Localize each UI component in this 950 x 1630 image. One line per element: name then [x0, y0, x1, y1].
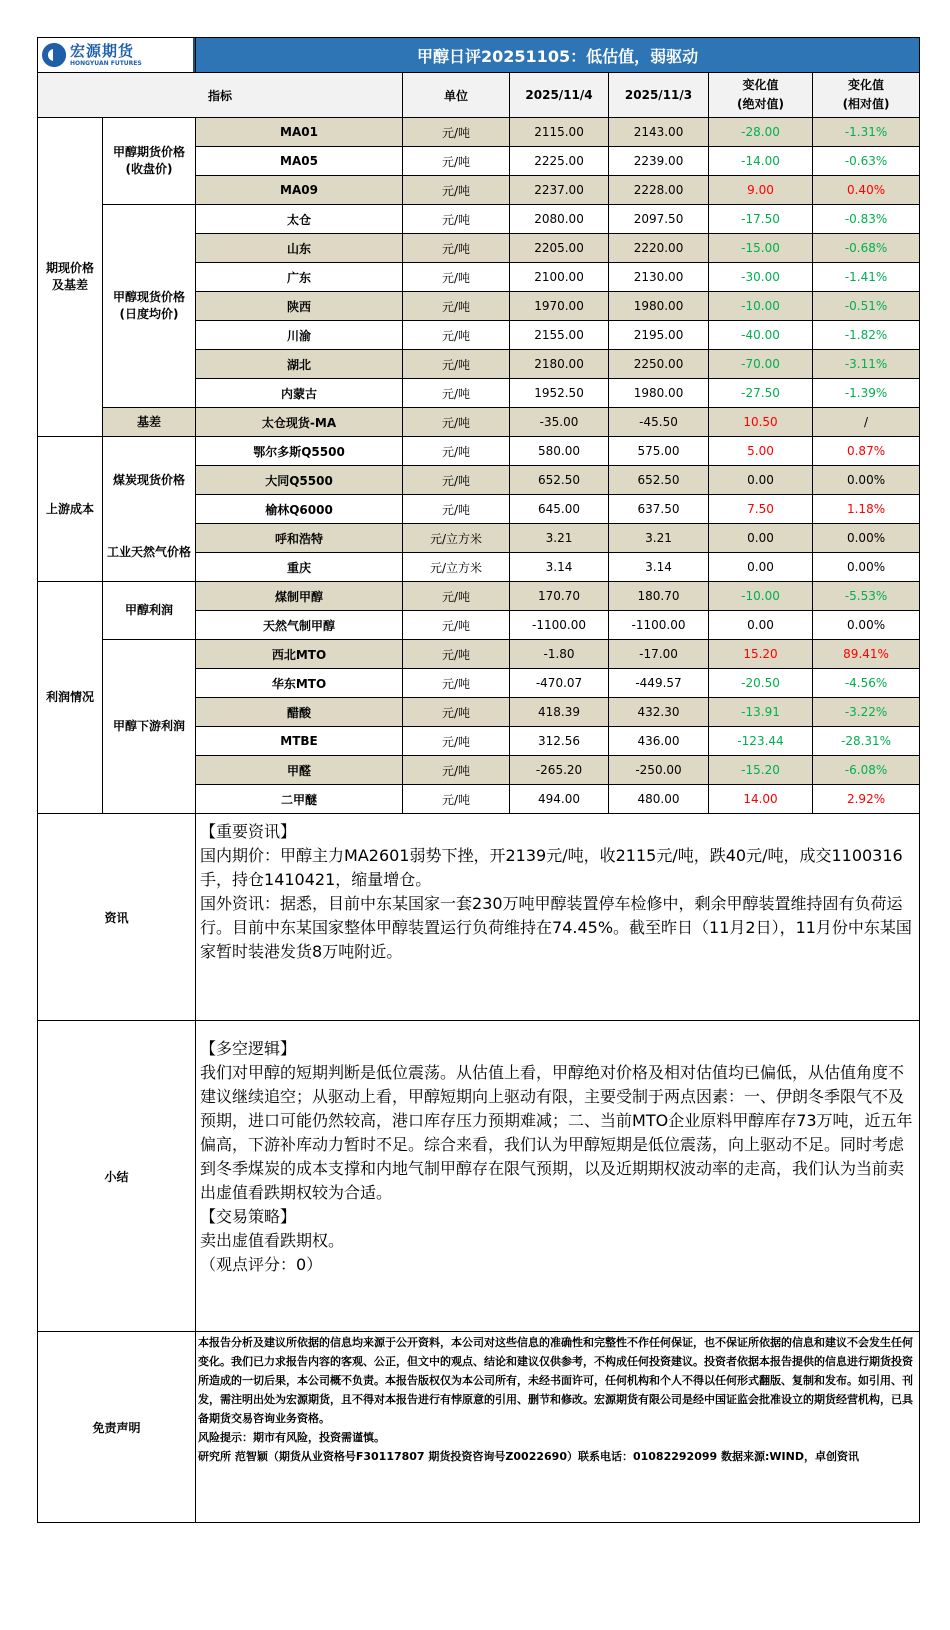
row-v1: 2115.00 — [510, 118, 609, 147]
row-name: 广东 — [196, 263, 403, 292]
news-heading: 【重要资讯】 — [200, 822, 297, 841]
table-row — [38, 118, 920, 147]
row-name: 呼和浩特 — [196, 524, 403, 553]
row-abs: -40.00 — [709, 321, 813, 350]
row-abs: -27.50 — [709, 379, 813, 408]
row-v1: 2237.00 — [510, 176, 609, 205]
row-v1: 1970.00 — [510, 292, 609, 321]
row-unit: 元/吨 — [403, 495, 510, 524]
row-v1: 418.39 — [510, 698, 609, 727]
row-abs: -28.00 — [709, 118, 813, 147]
table-row — [38, 205, 920, 234]
row-v2: 3.21 — [609, 524, 709, 553]
row-abs: -15.20 — [709, 756, 813, 785]
row-v1: 2155.00 — [510, 321, 609, 350]
row-v1: 494.00 — [510, 785, 609, 814]
row-rel: -0.51% — [813, 292, 920, 321]
row-rel: -3.11% — [813, 350, 920, 379]
row-abs: -70.00 — [709, 350, 813, 379]
row-rel: 0.00% — [813, 611, 920, 640]
row-name: MA05 — [196, 147, 403, 176]
col-date2: 2025/11/3 — [609, 73, 709, 118]
row-name: 重庆 — [196, 553, 403, 582]
report-page — [37, 37, 919, 1523]
row-v2: -17.00 — [609, 640, 709, 669]
row-v2: 2130.00 — [609, 263, 709, 292]
row-rel: -0.83% — [813, 205, 920, 234]
row-abs: -17.50 — [709, 205, 813, 234]
strategy-text: 卖出虚值看跌期权。 — [200, 1231, 345, 1250]
row-rel: -1.41% — [813, 263, 920, 292]
row-v1: -1100.00 — [510, 611, 609, 640]
disclaimer-label: 免责声明 — [38, 1332, 196, 1523]
row-unit: 元/吨 — [403, 379, 510, 408]
title-row — [38, 38, 920, 73]
row-rel: -3.22% — [813, 698, 920, 727]
row-v2: 637.50 — [609, 495, 709, 524]
row-abs: -123.44 — [709, 727, 813, 756]
row-abs: 9.00 — [709, 176, 813, 205]
row-v1: -265.20 — [510, 756, 609, 785]
row-name: 太仓 — [196, 205, 403, 234]
col-rel-change: 变化值 (相对值) — [813, 73, 920, 118]
row-v2: 180.70 — [609, 582, 709, 611]
row-rel: -1.31% — [813, 118, 920, 147]
section-label: 利润情况 — [38, 582, 103, 814]
row-v2: 2097.50 — [609, 205, 709, 234]
row-abs: 15.20 — [709, 640, 813, 669]
row-unit: 元/吨 — [403, 321, 510, 350]
row-abs: -15.00 — [709, 234, 813, 263]
row-name: 华东MTO — [196, 669, 403, 698]
group-label: 甲醇利润 — [103, 582, 196, 640]
row-v2: 3.14 — [609, 553, 709, 582]
row-abs: 14.00 — [709, 785, 813, 814]
news-label: 资讯 — [38, 814, 196, 1021]
col-unit: 单位 — [403, 73, 510, 118]
row-rel: 1.18% — [813, 495, 920, 524]
row-name: 陕西 — [196, 292, 403, 321]
row-abs: -13.91 — [709, 698, 813, 727]
row-v2: -1100.00 — [609, 611, 709, 640]
news-content — [196, 814, 920, 1021]
row-name: 天然气制甲醇 — [196, 611, 403, 640]
news-row — [38, 814, 920, 1021]
row-v1: 2080.00 — [510, 205, 609, 234]
row-unit: 元/吨 — [403, 785, 510, 814]
group-label: 基差 — [103, 408, 196, 437]
row-unit: 元/吨 — [403, 727, 510, 756]
row-rel: 0.40% — [813, 176, 920, 205]
row-abs: 0.00 — [709, 466, 813, 495]
row-abs: 5.00 — [709, 437, 813, 466]
row-rel: 89.41% — [813, 640, 920, 669]
disclaimer-row — [38, 1332, 920, 1523]
row-unit: 元/立方米 — [403, 553, 510, 582]
row-name: MA01 — [196, 118, 403, 147]
row-v2: -45.50 — [609, 408, 709, 437]
row-name: 湖北 — [196, 350, 403, 379]
row-v2: 2239.00 — [609, 147, 709, 176]
row-unit: 元/吨 — [403, 234, 510, 263]
logic-text: 我们对甲醇的短期判断是低位震荡。从估值上看，甲醇绝对价格及相对估值均已偏低，从估值角度不建议继续追空；从驱动上看，甲醇短期向上驱动有限，主要受制于两点因素：一、伊朗冬季限气不及预期，进口可能仍然较高，港口库存压力预期难减；二、当前MTO企业原料甲醇库存73万吨，近五年偏高，下游补库动力暂时不足。综合来看，我们认为甲醇短期是低位震荡，向上驱动不足。同时考虑到冬季煤炭的成本支撑和内地气制甲醇存在限气预期，以及近期期权波动率的走高，我们认为当前卖出虚值看跌期权较为合适。 — [200, 1063, 913, 1202]
row-abs: 0.00 — [709, 611, 813, 640]
disclaimer-content — [196, 1332, 920, 1523]
row-abs: 7.50 — [709, 495, 813, 524]
row-rel: -1.39% — [813, 379, 920, 408]
row-v2: 2195.00 — [609, 321, 709, 350]
methanol-table — [37, 37, 920, 1523]
row-rel: -0.68% — [813, 234, 920, 263]
row-rel: 0.00% — [813, 553, 920, 582]
col-indicator: 指标 — [38, 73, 403, 118]
group-label: 甲醇期货价格 (收盘价) — [103, 118, 196, 205]
row-v2: 2250.00 — [609, 350, 709, 379]
row-name: 鄂尔多斯Q5500 — [196, 437, 403, 466]
row-unit: 元/吨 — [403, 350, 510, 379]
row-abs: -10.00 — [709, 292, 813, 321]
report-title: 甲醇日评20251105：低估值，弱驱动 — [196, 38, 920, 73]
row-v2: -250.00 — [609, 756, 709, 785]
row-name: MA09 — [196, 176, 403, 205]
row-unit: 元/吨 — [403, 437, 510, 466]
row-name: 大同Q5500 — [196, 466, 403, 495]
analyst-info: 研究所 范智颖（期货从业资格号F30117807 期货投资咨询号Z0022690）联系电话：01082292099 数据来源:WIND，卓创资讯 — [198, 1450, 859, 1463]
row-name: 醋酸 — [196, 698, 403, 727]
row-v2: 2143.00 — [609, 118, 709, 147]
row-name: 内蒙古 — [196, 379, 403, 408]
row-v1: 312.56 — [510, 727, 609, 756]
table-row — [38, 437, 920, 466]
row-unit: 元/吨 — [403, 698, 510, 727]
header-row — [38, 73, 920, 118]
row-unit: 元/吨 — [403, 263, 510, 292]
row-name: 甲醛 — [196, 756, 403, 785]
row-name: 煤制甲醇 — [196, 582, 403, 611]
row-v1: 645.00 — [510, 495, 609, 524]
news-domestic: 国内期价：甲醇主力MA2601弱势下挫，开2139元/吨，收2115元/吨，跌40元/吨，成交1100316手，持仓1410421，缩量增仓。 — [200, 846, 903, 889]
row-name: 山东 — [196, 234, 403, 263]
section-label: 上游成本 — [38, 437, 103, 582]
row-v1: 2100.00 — [510, 263, 609, 292]
row-v2: 1980.00 — [609, 292, 709, 321]
row-rel: -6.08% — [813, 756, 920, 785]
logo-icon — [42, 43, 66, 67]
news-overseas: 国外资讯：据悉，目前中东某国家一套230万吨甲醇装置停车检修中，剩余甲醇装置维持固有负荷运行。目前中东某国家整体甲醇装置运行负荷维持在74.45%。截至昨日（11月2日），11月份中东某国家暂时装港发货8万吨附近。 — [200, 894, 912, 961]
row-v1: 580.00 — [510, 437, 609, 466]
row-rel: -0.63% — [813, 147, 920, 176]
group-label: 工业天然气价格 — [103, 524, 196, 582]
risk-warning: 风险提示：期市有风险，投资需谨慎。 — [198, 1431, 386, 1444]
disclaimer-text: 本报告分析及建议所依据的信息均来源于公开资料，本公司对这些信息的准确性和完整性不作任何保证，也不保证所依据的信息和建议不会发生任何变化。我们已力求报告内容的客观、公正，但文中的观点、结论和建议仅供参考，不构成任何投资建议。投资者依据本报告提供的信息进行期货投资所造成的一切后果，本公司概不负责。本报告版权仅为本公司所有，未经书面许可，任何机构和个人不得以任何形式翻版、复制和发布。如引用、刊发，需注明出处为宏源期货，且不得对本报告进行有悖原意的引用、删节和修改。宏源期货有限公司是经中国证监会批准设立的期货经营机构，已具备期货交易咨询业务资格。 — [198, 1336, 914, 1425]
row-v1: 2225.00 — [510, 147, 609, 176]
row-unit: 元/吨 — [403, 205, 510, 234]
row-name: 榆林Q6000 — [196, 495, 403, 524]
row-unit: 元/吨 — [403, 176, 510, 205]
row-rel: 0.00% — [813, 466, 920, 495]
row-v1: -35.00 — [510, 408, 609, 437]
row-abs: 0.00 — [709, 524, 813, 553]
table-row — [38, 582, 920, 611]
group-label: 甲醇现货价格 (日度均价) — [103, 205, 196, 408]
row-unit: 元/吨 — [403, 408, 510, 437]
row-unit: 元/吨 — [403, 669, 510, 698]
col-abs-change: 变化值 (绝对值) — [709, 73, 813, 118]
row-v1: -470.07 — [510, 669, 609, 698]
strategy-heading: 【交易策略】 — [200, 1207, 297, 1226]
row-rel: -4.56% — [813, 669, 920, 698]
row-v1: 2180.00 — [510, 350, 609, 379]
row-name: 西北MTO — [196, 640, 403, 669]
row-abs: -20.50 — [709, 669, 813, 698]
row-unit: 元/吨 — [403, 292, 510, 321]
row-abs: 10.50 — [709, 408, 813, 437]
row-v2: 2228.00 — [609, 176, 709, 205]
col-date1: 2025/11/4 — [510, 73, 609, 118]
table-row — [38, 524, 920, 553]
table-row — [38, 408, 920, 437]
row-v2: 480.00 — [609, 785, 709, 814]
row-unit: 元/立方米 — [403, 524, 510, 553]
row-name: 太仓现货-MA — [196, 408, 403, 437]
logo-name: 宏源期货 — [70, 41, 135, 60]
row-v1: 652.50 — [510, 466, 609, 495]
logic-heading: 【多空逻辑】 — [200, 1039, 297, 1058]
row-v2: 436.00 — [609, 727, 709, 756]
summary-content — [196, 1021, 920, 1332]
row-v2: 2220.00 — [609, 234, 709, 263]
row-v2: 1980.00 — [609, 379, 709, 408]
row-unit: 元/吨 — [403, 611, 510, 640]
section-label: 期现价格 及基差 — [38, 118, 103, 437]
row-v2: -449.57 — [609, 669, 709, 698]
row-rel: -5.53% — [813, 582, 920, 611]
row-unit: 元/吨 — [403, 466, 510, 495]
group-label: 煤炭现货价格 — [103, 437, 196, 524]
group-label: 甲醇下游利润 — [103, 640, 196, 814]
row-v1: 170.70 — [510, 582, 609, 611]
row-abs: -14.00 — [709, 147, 813, 176]
summary-label: 小结 — [38, 1021, 196, 1332]
row-rel: 2.92% — [813, 785, 920, 814]
row-abs: -10.00 — [709, 582, 813, 611]
row-name: 川渝 — [196, 321, 403, 350]
row-name: MTBE — [196, 727, 403, 756]
company-logo — [38, 38, 195, 72]
row-name: 二甲醚 — [196, 785, 403, 814]
row-v1: 2205.00 — [510, 234, 609, 263]
row-rel: -1.82% — [813, 321, 920, 350]
logo-english: HONGYUAN FUTURES — [70, 59, 142, 67]
row-v1: 1952.50 — [510, 379, 609, 408]
row-v1: 3.21 — [510, 524, 609, 553]
row-v2: 652.50 — [609, 466, 709, 495]
summary-row — [38, 1021, 920, 1332]
row-unit: 元/吨 — [403, 640, 510, 669]
row-unit: 元/吨 — [403, 756, 510, 785]
row-rel: 0.87% — [813, 437, 920, 466]
row-v2: 432.30 — [609, 698, 709, 727]
row-rel: 0.00% — [813, 524, 920, 553]
row-abs: -30.00 — [709, 263, 813, 292]
row-unit: 元/吨 — [403, 582, 510, 611]
row-rel: -28.31% — [813, 727, 920, 756]
row-v2: 575.00 — [609, 437, 709, 466]
table-row — [38, 640, 920, 669]
row-unit: 元/吨 — [403, 147, 510, 176]
row-v1: 3.14 — [510, 553, 609, 582]
view-score: （观点评分：0） — [200, 1255, 323, 1274]
row-v1: -1.80 — [510, 640, 609, 669]
row-unit: 元/吨 — [403, 118, 510, 147]
row-abs: 0.00 — [709, 553, 813, 582]
row-rel: / — [813, 408, 920, 437]
logo-cell — [38, 38, 196, 73]
